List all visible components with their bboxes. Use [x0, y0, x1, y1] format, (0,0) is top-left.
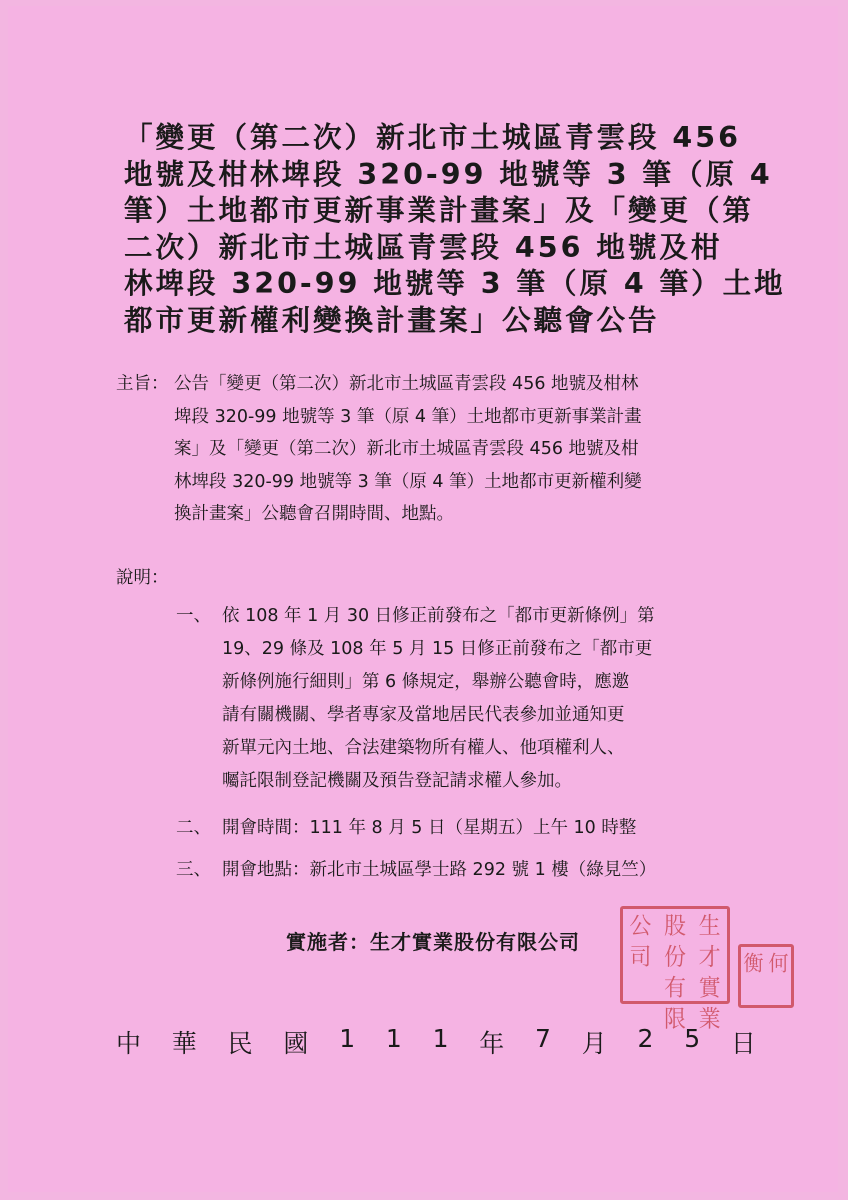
seal-glyph: 有: [663, 975, 686, 1002]
subject-line: 案」及「變更（第二次）新北市土城區青雲段 456 地號及柑: [174, 439, 639, 459]
date-char: 國: [283, 1029, 309, 1058]
item-line: 19、29 條及 108 年 5 月 15 日修正前發布之「都市更: [222, 639, 653, 659]
item-text: [222, 812, 782, 845]
title-line: 林埤段 320-99 地號等 3 筆（原 4 筆）土地: [124, 267, 786, 300]
seal-glyph: 業: [698, 1006, 721, 1033]
seal-glyph: 股: [663, 913, 686, 940]
item-text: [222, 854, 782, 887]
subject-body: [174, 368, 774, 531]
item-line: 開會時間：111 年 8 月 5 日（星期五）上午 10 時整: [222, 818, 637, 838]
subject-line: 公告「變更（第二次）新北市土城區青雲段 456 地號及柑林: [174, 374, 639, 394]
item-line: 請有關機關、學者專家及當地居民代表參加並通知更: [222, 705, 625, 725]
date-char: 1: [385, 1024, 402, 1053]
seal-glyph: 何: [768, 950, 789, 976]
date-char: 2: [637, 1024, 654, 1053]
date-char: 月: [581, 1029, 607, 1058]
seal-glyph: 限: [663, 1006, 686, 1033]
date-char: 日: [730, 1029, 756, 1058]
title-line: 筆）土地都市更新事業計畫案」及「變更（第: [124, 194, 755, 227]
title-line: 「變更（第二次）新北市土城區青雲段 456: [124, 121, 741, 154]
seal-glyph: 才: [698, 944, 721, 971]
seal-glyph: 生: [698, 913, 721, 940]
date-char: 5: [684, 1024, 701, 1053]
representative-seal-glyphs: [741, 947, 791, 1005]
explanation-label: 說明：: [116, 568, 169, 588]
announcement-date: [116, 1024, 756, 1060]
date-char: 1: [432, 1024, 449, 1053]
announcement-title: [124, 120, 786, 339]
date-char: 7: [535, 1024, 551, 1053]
item-number: 三、: [176, 860, 211, 880]
company-seal-glyphs: [623, 909, 727, 1033]
seal-glyph: 份: [663, 944, 686, 971]
representative-seal-stamp: [738, 944, 794, 1008]
item-number: 二、: [176, 818, 211, 838]
date-char: 中: [116, 1029, 142, 1058]
item-number: 一、: [176, 606, 211, 626]
seal-glyph: 公: [629, 913, 652, 940]
item-line: 開會地點：新北市土城區學士路 292 號 1 樓（綠見竺）: [222, 860, 657, 880]
date-char: 華: [171, 1029, 197, 1058]
title-line: 二次）新北市土城區青雲段 456 地號及柑: [124, 230, 723, 264]
title-line: 都市更新權利變換計畫案」公聽會公告: [124, 303, 660, 337]
subject-label: 主旨：: [116, 374, 169, 394]
company-seal-stamp: [620, 906, 730, 1033]
item-text: [222, 600, 782, 798]
title-line: 地號及柑林埤段 320-99 地號等 3 筆（原 4: [124, 157, 773, 191]
date-char: 1: [339, 1024, 356, 1053]
seal-glyph: 衡: [743, 950, 764, 976]
item-line: 新單元內土地、合法建築物所有權人、他項權利人、: [222, 738, 625, 758]
item-line: 依 108 年 1 月 30 日修正前發布之「都市更新條例」第: [222, 606, 655, 626]
date-char: 年: [479, 1029, 505, 1058]
item-line: 新條例施行細則」第 6 條規定，舉辦公聽會時，應邀: [222, 672, 630, 692]
date-char: 民: [227, 1029, 253, 1058]
subject-line: 埤段 320-99 地號等 3 筆（原 4 筆）土地都市更新事業計畫: [174, 406, 642, 427]
subject-line: 換計畫案」公聽會召開時間、地點。: [174, 504, 454, 524]
item-line: 囑託限制登記機關及預告登記請求權人參加。: [222, 771, 572, 791]
seal-glyph: 司: [629, 944, 652, 971]
seal-glyph: 實: [698, 975, 721, 1002]
subject-line: 林埤段 320-99 地號等 3 筆（原 4 筆）土地都市更新權利變: [174, 471, 642, 492]
implementer-line: 實施者：生才實業股份有限公司: [286, 930, 580, 954]
